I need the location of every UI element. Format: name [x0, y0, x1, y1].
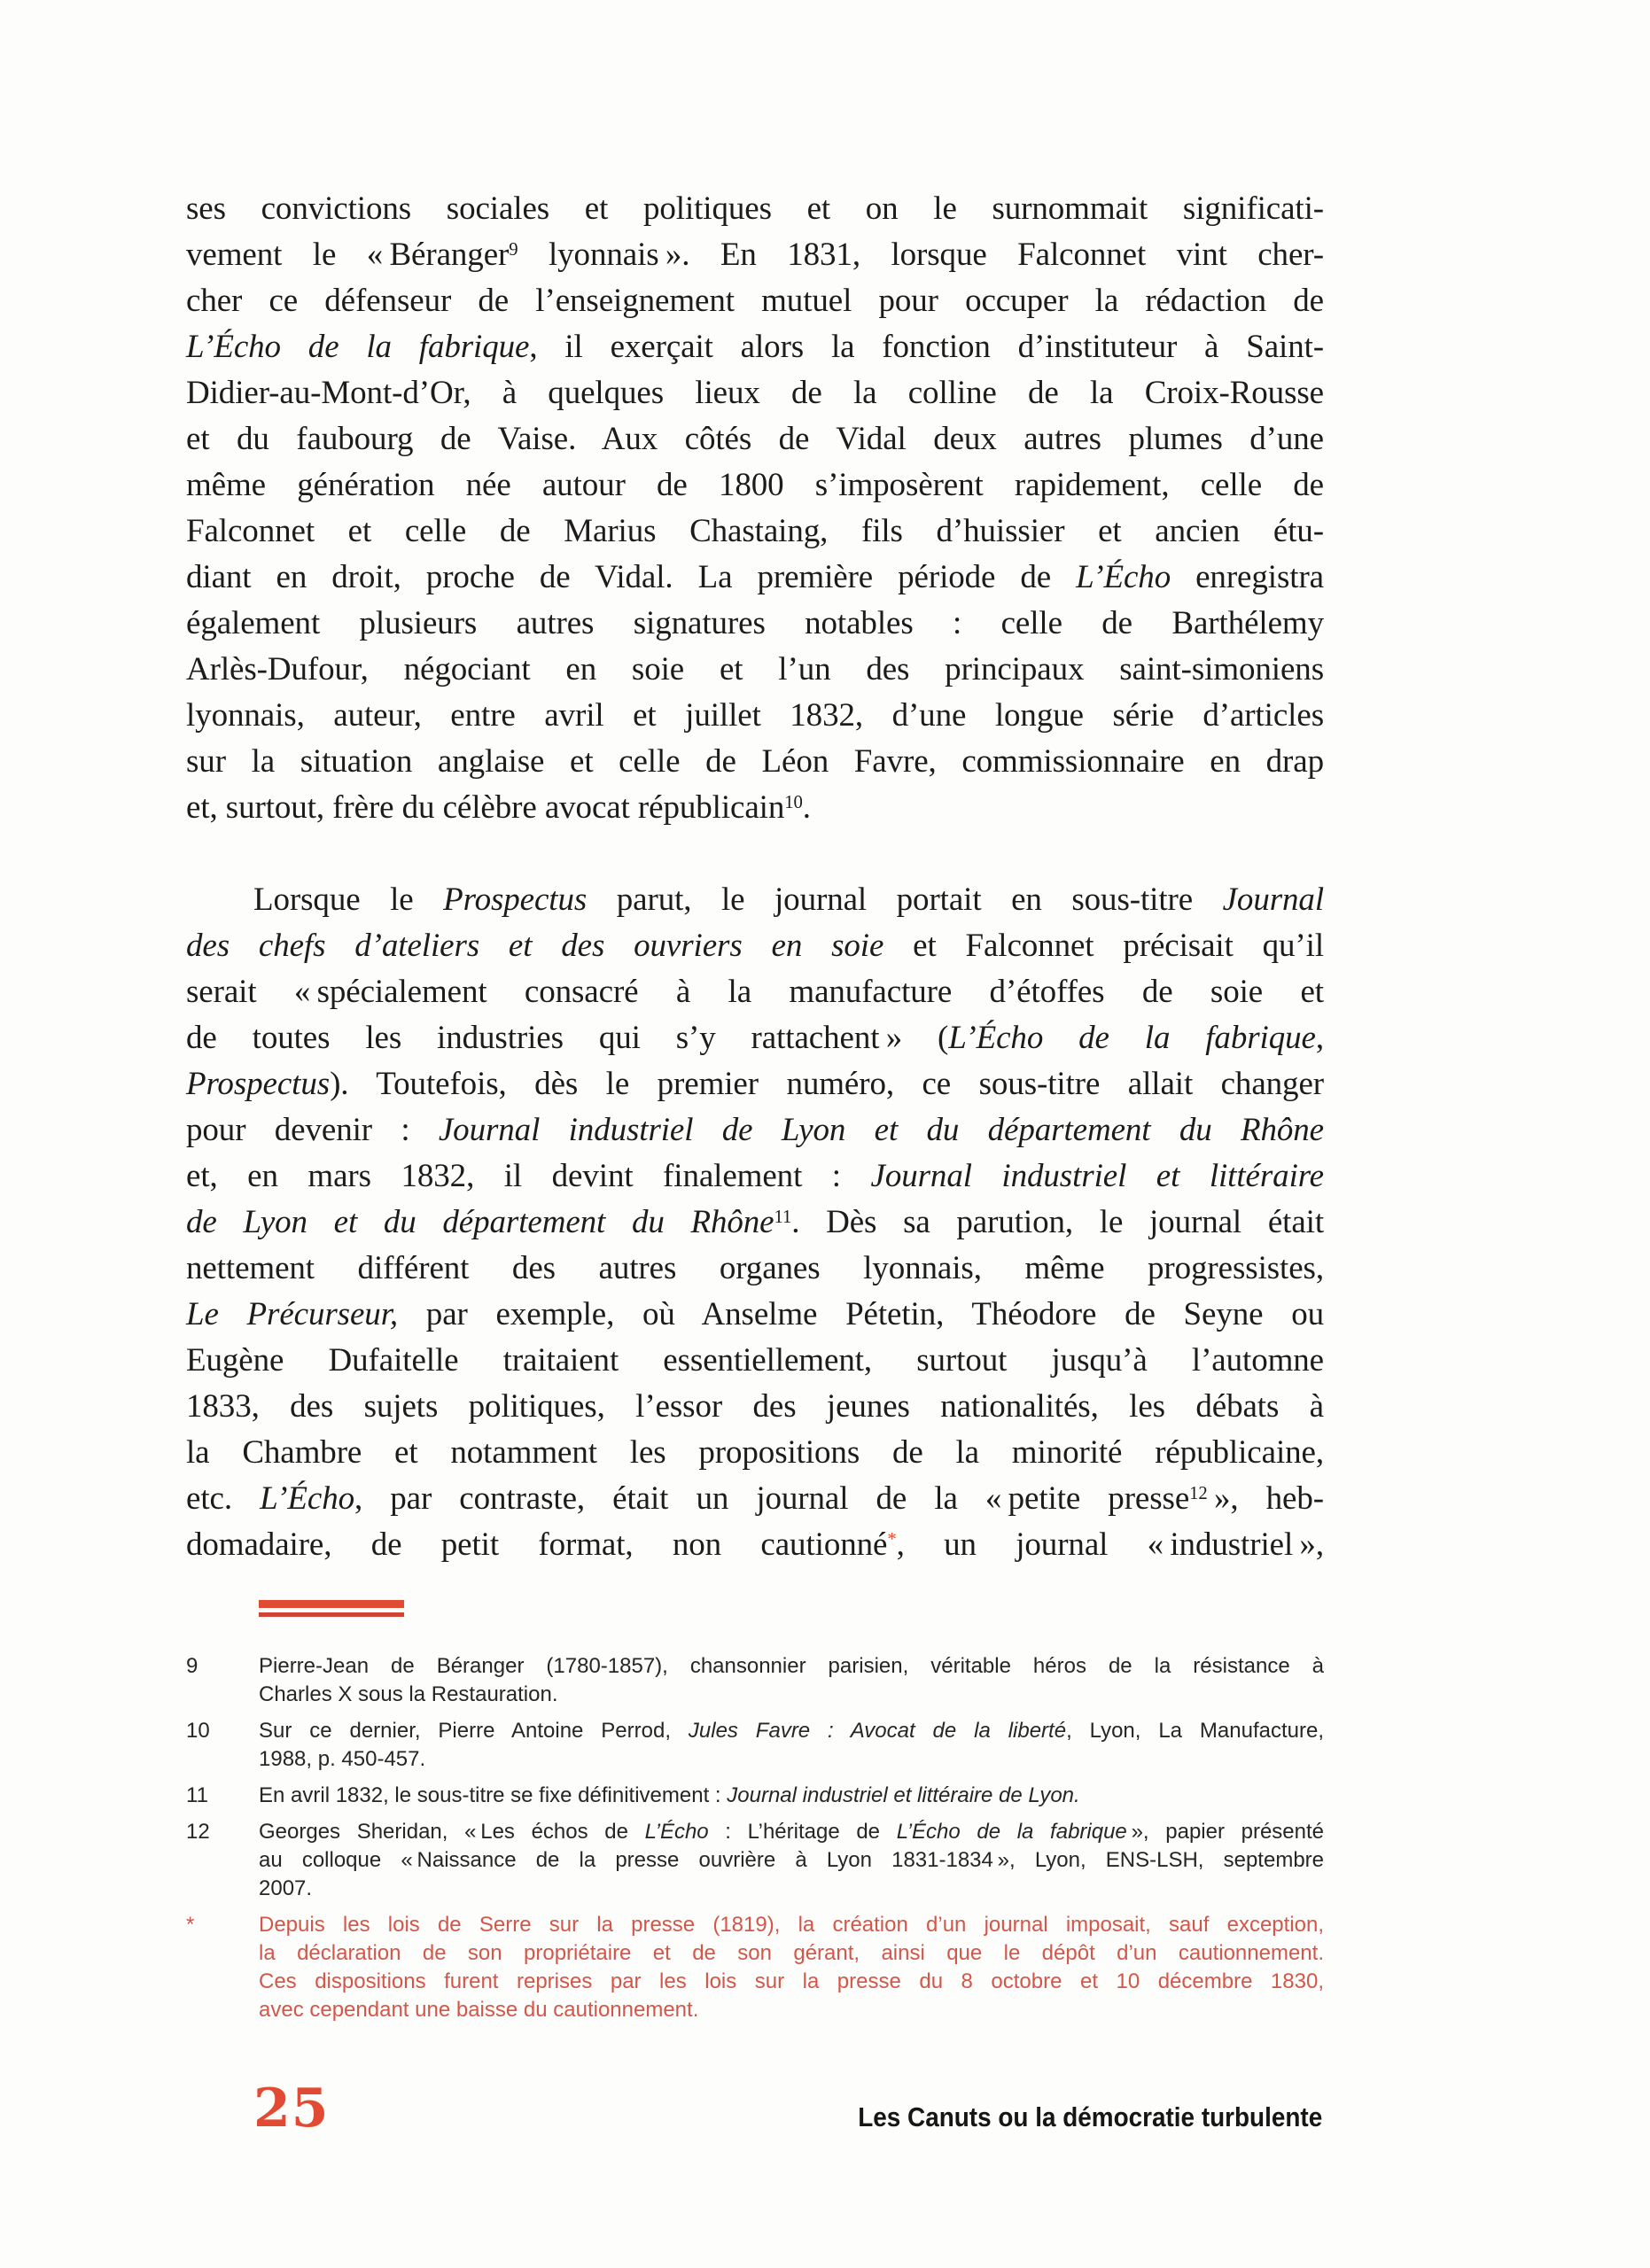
text-line	[186, 1384, 1324, 1430]
text-segment: domadaire, de petit format, non cautionné	[186, 1526, 888, 1563]
text-segment: Depuis les lois de Serre sur la presse (1819), la création d’un journal imposait, sauf exception,	[259, 1913, 1324, 1937]
text-segment: ). Toutefois, dès le premier numéro, ce sous-titre allait changer	[330, 1066, 1324, 1102]
text-segment: diant en droit, proche de Vidal. La première période de	[186, 559, 1077, 595]
text-line	[259, 1782, 1324, 1810]
text-segment: L’Écho de la fabrique	[186, 329, 530, 365]
text-line	[259, 1846, 1324, 1875]
text-segment: L’Écho	[644, 1820, 709, 1844]
body-text	[186, 186, 1324, 1568]
text-segment: par exemple, où Anselme Pétetin, Théodore de Seyne ou	[398, 1296, 1324, 1332]
text-segment: Sur ce dernier, Pierre Antoine Perrod,	[259, 1719, 689, 1743]
text-line	[186, 324, 1324, 370]
text-segment: Lorsque le	[253, 882, 444, 918]
text-line	[186, 785, 1324, 831]
text-segment: ses convictions sociales et politiques et on le surnommait significati-	[186, 190, 1324, 227]
footnote-item	[186, 1911, 1324, 2024]
text-segment: de Lyon et du département du Rhône	[186, 1204, 774, 1240]
text-segment: L’Écho	[1076, 559, 1171, 595]
text-segment: avec cependant une baisse du cautionnement.	[259, 1998, 699, 2022]
footnote-item	[186, 1717, 1324, 1774]
text-line	[186, 462, 1324, 509]
text-line	[259, 1818, 1324, 1846]
text-line	[186, 1430, 1324, 1476]
footnote-marker: *	[186, 1913, 195, 1937]
footnote-reference: *	[887, 1530, 897, 1550]
text-segment: et, surtout, frère du célèbre avocat républicain	[186, 789, 785, 826]
text-segment: En avril 1832, le sous-titre se fixe définitivement :	[259, 1783, 728, 1807]
page-number: 25	[253, 2078, 330, 2140]
text-segment: sur la situation anglaise et celle de Léon Favre, commissionnaire en drap	[186, 743, 1324, 780]
text-segment: vement le « Béranger	[186, 237, 510, 273]
footnote-marker: 12	[186, 1820, 210, 1844]
text-line	[259, 1911, 1324, 1939]
text-line	[259, 1939, 1324, 1968]
text-segment: , un journal « industriel »,	[896, 1526, 1324, 1563]
text-segment: et, en mars 1832, il devint finalement :	[186, 1158, 871, 1194]
text-segment: Le Précurseur,	[186, 1296, 399, 1332]
text-line	[186, 232, 1324, 278]
text-line	[259, 1875, 1324, 1903]
text-segment: et du faubourg de Vaise. Aux côtés de Vidal deux autres plumes d’une	[186, 421, 1324, 457]
separator-bar-thick	[259, 1600, 404, 1608]
text-segment: Arlès-Dufour, négociant en soie et l’un des principaux saint-simoniens	[186, 651, 1324, 687]
text-line	[186, 1476, 1324, 1522]
text-segment: même génération née autour de 1800 s’imposèrent rapidement, celle de	[186, 467, 1324, 503]
separator-bar-thin	[259, 1612, 404, 1617]
text-segment: parut, le journal portait en sous-titre	[587, 882, 1223, 918]
text-segment: lyonnais ». En 1831, lorsque Falconnet vint cher-	[518, 237, 1324, 273]
text-segment: Falconnet et celle de Marius Chastaing, fils d’huissier et ancien étu-	[186, 513, 1324, 549]
text-line	[186, 1107, 1324, 1153]
text-segment: L’Écho de la fabrique	[896, 1820, 1127, 1844]
text-segment: , il exerçait alors la fonction d’instituteur à Saint-	[529, 329, 1324, 365]
text-line	[186, 278, 1324, 324]
text-segment: 1833, des sujets politiques, l’essor des jeunes nationalités, les débats à	[186, 1388, 1324, 1425]
footnote-marker: 9	[186, 1654, 198, 1678]
text-segment: nettement différent des autres organes lyonnais, même progressistes,	[186, 1250, 1324, 1286]
footnote-reference: 11	[774, 1208, 792, 1228]
text-line	[259, 1996, 1324, 2024]
text-segment: également plusieurs autres signatures notables : celle de Barthélemy	[186, 605, 1324, 641]
text-segment: etc.	[186, 1480, 261, 1517]
text-line	[186, 1338, 1324, 1384]
text-segment: Journal industriel de Lyon et du département du Rhône	[438, 1112, 1324, 1148]
footnote-marker: 10	[186, 1719, 210, 1743]
text-segment: Jules Favre : Avocat de la liberté	[688, 1719, 1067, 1743]
text-segment: Prospectus	[443, 882, 588, 918]
text-segment: des chefs d’ateliers et des ouvriers en soie	[186, 928, 884, 964]
text-segment: cher ce défenseur de l’enseignement mutuel pour occuper la rédaction de	[186, 283, 1324, 319]
text-segment: Journal industriel et littéraire	[870, 1158, 1324, 1194]
footer-book-title: Les Canuts ou la démocratie turbulente	[858, 2101, 1322, 2132]
text-segment: au colloque « Naissance de la presse ouvrière à Lyon 1831-1834 », Lyon, ENS-LSH, septembre	[259, 1848, 1324, 1872]
text-line	[186, 186, 1324, 232]
text-line	[186, 370, 1324, 416]
footnotes-section	[186, 1652, 1324, 2024]
text-line	[259, 1652, 1324, 1681]
text-line	[186, 1200, 1324, 1246]
footnote-marker: 11	[186, 1783, 208, 1807]
text-line	[186, 1246, 1324, 1292]
text-segment: , Lyon, La Manufacture,	[1066, 1719, 1324, 1743]
text-segment: pour devenir :	[186, 1112, 439, 1148]
footnote-reference: 10	[784, 793, 803, 813]
text-segment: .	[802, 789, 811, 826]
text-segment: Didier-au-Mont-d’Or, à quelques lieux de la colline de la Croix-Rousse	[186, 375, 1324, 411]
page-footer	[253, 2078, 1322, 2140]
text-line	[259, 1717, 1324, 1745]
text-segment: Prospectus	[186, 1066, 331, 1102]
text-segment: lyonnais, auteur, entre avril et juillet 1832, d’une longue série d’articles	[186, 697, 1324, 734]
text-segment: enregistra	[1171, 559, 1324, 595]
footnote-reference: 12	[1189, 1484, 1208, 1504]
text-segment: et Falconnet précisait qu’il	[883, 928, 1324, 964]
text-segment: : L’héritage de	[708, 1820, 897, 1844]
text-line	[259, 1968, 1324, 1996]
footnote-item	[186, 1652, 1324, 1709]
text-segment: 2007.	[259, 1876, 313, 1900]
text-segment: serait « spécialement consacré à la manufacture d’étoffes de soie et	[186, 974, 1324, 1010]
text-segment: Georges Sheridan, « Les échos de	[259, 1820, 645, 1844]
text-line	[186, 1292, 1324, 1338]
text-segment: ,	[1315, 1020, 1324, 1056]
footnote-item	[186, 1782, 1324, 1810]
text-segment: Charles X sous la Restauration.	[259, 1682, 558, 1706]
text-segment: L’Écho	[260, 1480, 355, 1517]
text-line	[259, 1681, 1324, 1709]
text-segment: . Dès sa parution, le journal était	[791, 1204, 1325, 1240]
text-segment: Journal	[1222, 882, 1324, 918]
text-line	[259, 1745, 1324, 1774]
text-line	[186, 509, 1324, 555]
text-line	[186, 1153, 1324, 1200]
text-segment: Ces dispositions furent reprises par les lois sur la presse du 8 octobre et 10 décembre 1830,	[259, 1969, 1324, 1993]
text-segment: », heb-	[1207, 1480, 1324, 1517]
footnote-separator	[259, 1600, 404, 1617]
text-segment: Eugène Dufaitelle traitaient essentiellement, surtout jusqu’à l’automne	[186, 1342, 1324, 1379]
text-line	[186, 693, 1324, 739]
text-segment: de toutes les industries qui s’y rattachent » (	[186, 1020, 949, 1056]
text-segment: », papier présenté	[1126, 1820, 1324, 1844]
text-segment: 1988, p. 450-457.	[259, 1747, 426, 1771]
text-line	[186, 647, 1324, 693]
text-line	[186, 1015, 1324, 1061]
text-line	[186, 969, 1324, 1015]
text-segment: L’Écho de la fabrique	[948, 1020, 1316, 1056]
text-line	[186, 923, 1324, 969]
footnote-reference: 9	[509, 240, 518, 260]
text-line	[186, 877, 1324, 923]
footnote-item	[186, 1818, 1324, 1903]
text-segment: Journal industriel et littéraire de Lyon.	[727, 1783, 1080, 1807]
text-column	[186, 186, 1324, 2032]
text-segment: la déclaration de son propriétaire et de son gérant, ainsi que le dépôt d’un cautionnement.	[259, 1941, 1324, 1965]
text-line	[186, 555, 1324, 601]
text-segment: Pierre-Jean de Béranger (1780-1857), chansonnier parisien, véritable héros de la résistance à	[259, 1654, 1324, 1678]
text-line	[186, 416, 1324, 462]
text-segment: la Chambre et notamment les propositions de la minorité républicaine,	[186, 1434, 1324, 1471]
text-line	[186, 601, 1324, 647]
paragraph	[186, 186, 1324, 831]
paragraph	[186, 877, 1324, 1568]
text-line	[186, 1061, 1324, 1107]
text-segment: , par contraste, était un journal de la « petite presse	[354, 1480, 1190, 1517]
text-line	[186, 1522, 1324, 1568]
text-line	[186, 739, 1324, 785]
